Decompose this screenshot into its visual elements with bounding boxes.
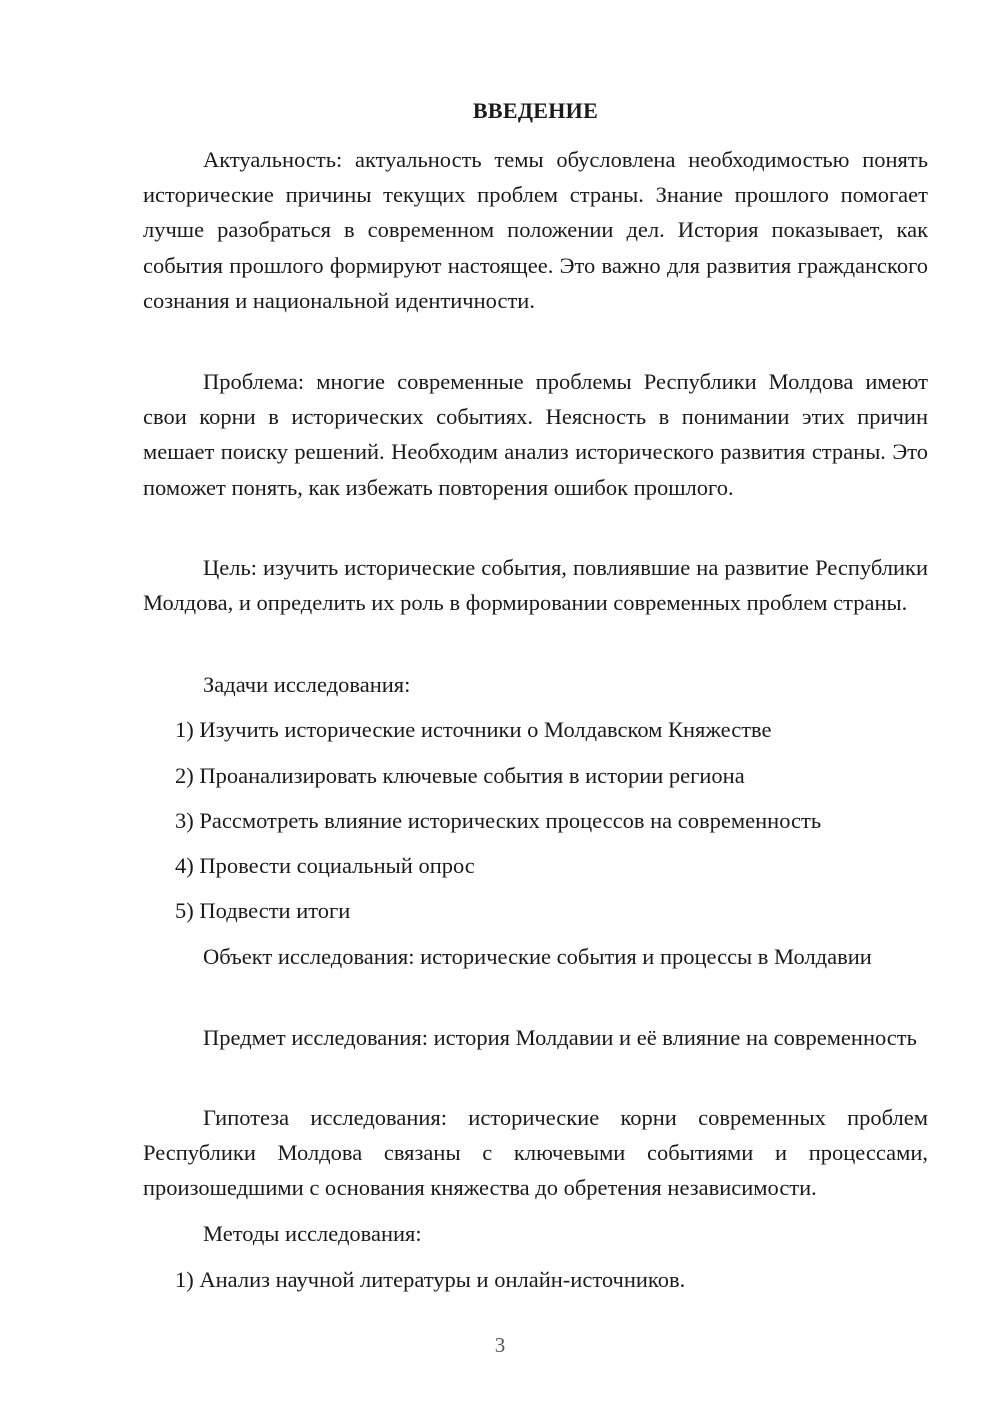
task-item: 1) Изучить исторические источники о Молдавском Княжестве [175, 717, 772, 742]
task-item: 5) Подвести итоги [175, 898, 351, 923]
task-item: 4) Провести социальный опрос [175, 853, 475, 878]
object-paragraph: Объект исследования: исторические события и процессы в Молдавии [203, 944, 872, 969]
problem-paragraph: Проблема: многие современные проблемы Республики Молдова имеют свои корни в исторических событиях. Неясность в понимании этих причин мешает поиску решений. Необходим анализ исторического развития страны. Это поможет понять, как избежать повторения ошибок прошлого. [143, 369, 928, 500]
relevance-paragraph: Актуальность: актуальность темы обусловлена необходимостью понять исторические причины текущих проблем страны. Знание прошлого помогает лучше разобраться в современном положении дел. История показывает, как события прошлого формируют настоящее. Это важно для развития гражданского сознания и национальной идентичности. [143, 147, 928, 313]
tasks-heading: Задачи исследования: [203, 672, 411, 697]
hypothesis-paragraph: Гипотеза исследования: исторические корни современных проблем Республики Молдова связаны с ключевыми событиями и процессами, произошедшими с основания княжества до обретения независимости. [143, 1105, 928, 1201]
goal-paragraph: Цель: изучить исторические события, повлиявшие на развитие Республики Молдова, и определить их роль в формировании современных проблем страны. [143, 555, 928, 616]
methods-heading: Методы исследования: [203, 1221, 422, 1246]
page-title: ВВЕДЕНИЕ [472, 98, 599, 123]
task-item: 3) Рассмотреть влияние исторических процессов на современность [175, 808, 822, 833]
method-item: 1) Анализ научной литературы и онлайн-источников. [175, 1267, 686, 1292]
page-number: 3 [494, 1333, 506, 1357]
task-item: 2) Проанализировать ключевые события в истории региона [175, 763, 745, 788]
subject-paragraph: Предмет исследования: история Молдавии и её влияние на современность [203, 1025, 917, 1050]
